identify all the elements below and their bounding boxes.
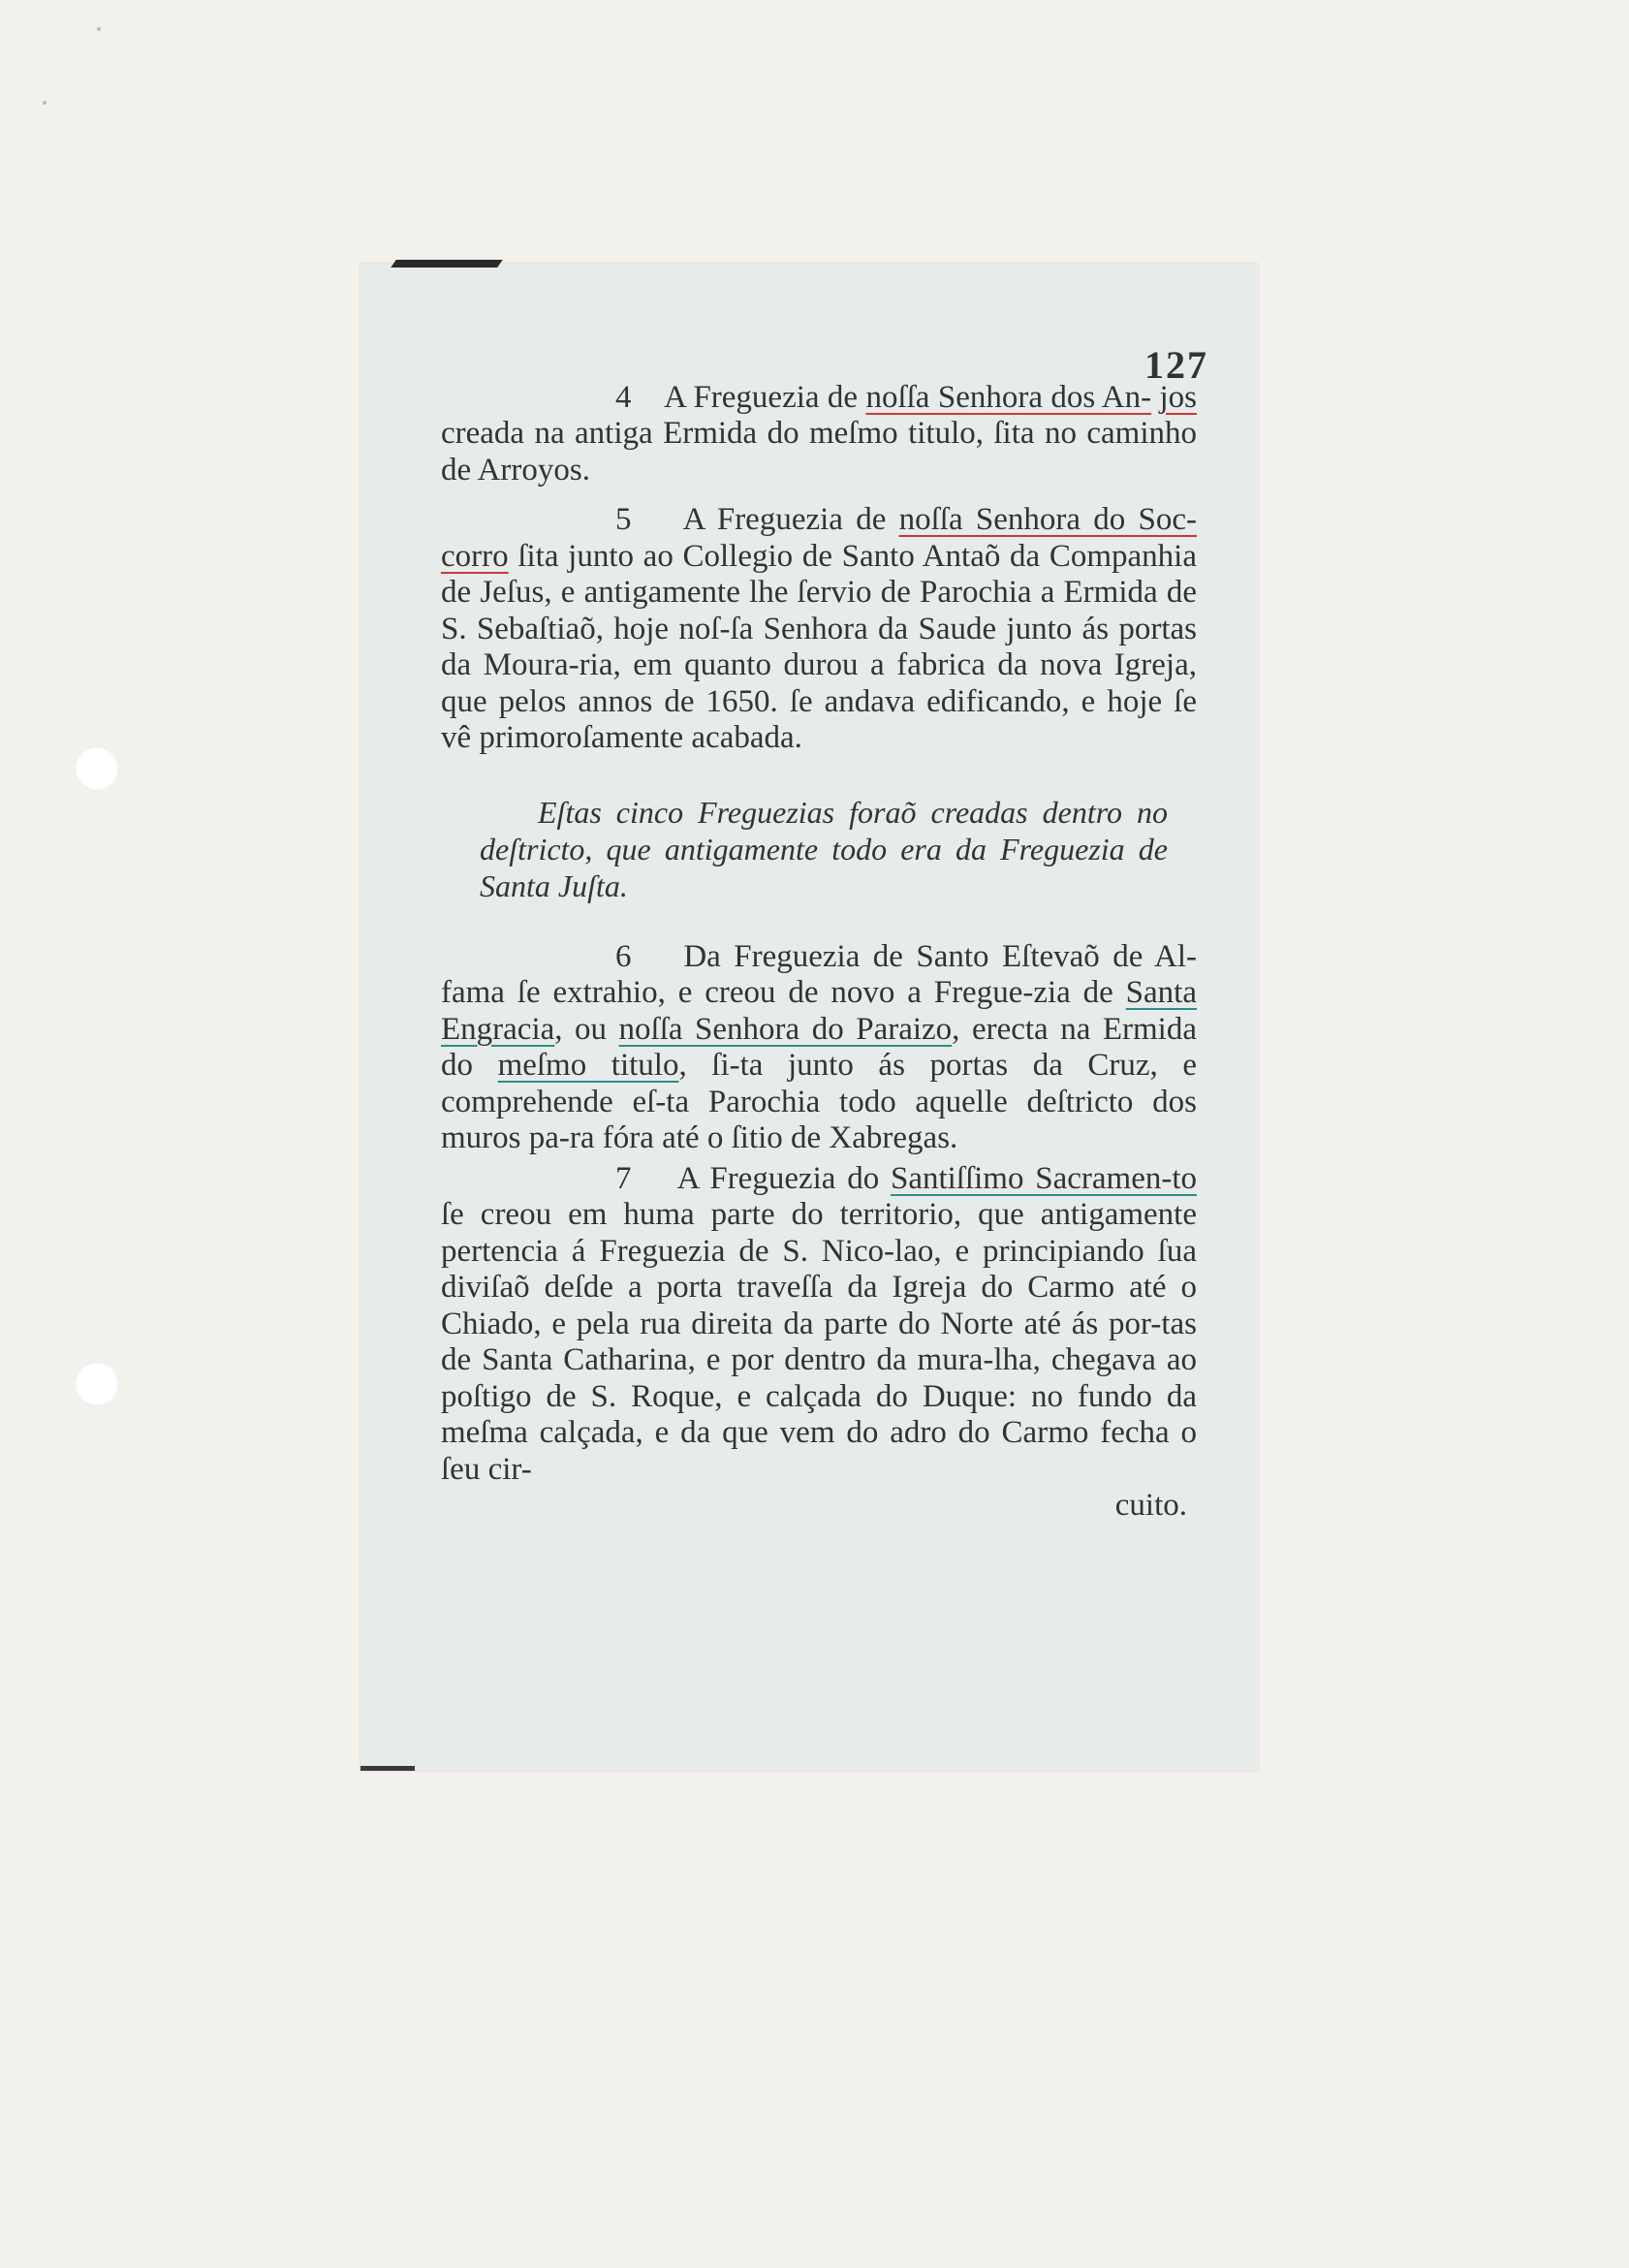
underlined-text: Santiſſimo Sacramen-to bbox=[890, 1160, 1197, 1196]
paragraph-number: 6 bbox=[615, 938, 632, 974]
text: A Freguezia do bbox=[676, 1160, 891, 1196]
punch-hole-top bbox=[75, 746, 119, 791]
italic-note: Eſtas cinco Freguezias foraõ creadas dentro no deſtricto, que antigamente todo era da Freguezia de Santa Juſta. bbox=[480, 794, 1168, 903]
text: , ou bbox=[554, 1011, 619, 1047]
underlined-text: noſſa Senhora do Soc- bbox=[898, 502, 1198, 537]
punch-hole-bottom bbox=[75, 1362, 119, 1406]
text: Da Freguezia de Santo Eſtevaõ de Al-fama ſe extrahio, e creou de novo a Fregue-zia de bbox=[441, 938, 1198, 1010]
page-number: 127 bbox=[1144, 343, 1208, 387]
text: , ſi-ta junto ás portas da Cruz, e comprehende eſ-ta Parochia todo aquelle deſtricto dos muros pa-ra fóra até o ſitio de Xabregas. bbox=[441, 1048, 1198, 1155]
paragraph-5 bbox=[441, 502, 1197, 757]
underlined-text: Santa Engracia bbox=[441, 975, 1197, 1047]
page-text bbox=[441, 343, 1208, 1525]
paragraph-number: 4 bbox=[615, 379, 632, 415]
print-edge-bottom bbox=[360, 1766, 415, 1771]
underlined-text: corro bbox=[441, 538, 509, 574]
paragraph-7 bbox=[441, 1161, 1197, 1489]
last-word: cuito. bbox=[1114, 1488, 1187, 1523]
underlined-text: meſmo titulo bbox=[497, 1048, 679, 1083]
print-edge-top bbox=[391, 260, 503, 268]
paragraph-6 bbox=[441, 939, 1197, 1157]
text: ſe creou em huma parte do territorio, que antigamente pertencia á Freguezia de S. Nico-lao, e principiando ſua diviſaõ deſde a porta traveſſa da Igreja do Carmo até o Chiado, e pela rua direita da parte do Norte até ás por-tas de Santa Catharina, e por dentro da mura-lha, chegava ao poſtigo de S. Roque, e calçada do Duque: no fundo da meſma calçada, e da que vem do adro do Carmo fecha o ſeu cir- bbox=[441, 1197, 1197, 1487]
text: A Freguezia de bbox=[682, 502, 899, 537]
paragraph-4 bbox=[441, 380, 1197, 489]
text: , erecta na Ermida do bbox=[441, 1011, 1197, 1083]
text: A Freguezia de bbox=[664, 379, 866, 415]
paragraph-number: 7 bbox=[615, 1160, 632, 1196]
text: ſita junto ao Collegio de Santo Antaõ da Companhia de Jeſus, e antigamente lhe ſervio de Parochia a Ermida de S. Sebaſtiaõ, hoje noſ-ſa Senhora da Saude junto ás portas da Moura-ria, em quanto durou a fabrica da nova Igreja, que pelos annos de 1650. ſe andava edificando, e hoje ſe vê primoroſamente acabada. bbox=[441, 538, 1197, 755]
paper-speck bbox=[97, 27, 101, 31]
underlined-text: noſſa Senhora do Paraizo bbox=[618, 1011, 953, 1047]
text: creada na antiga Ermida do meſmo titulo, ſita no caminho de Arroyos. bbox=[441, 416, 1197, 488]
paper-speck bbox=[43, 101, 47, 105]
underlined-text: jos bbox=[1159, 379, 1197, 415]
underlined-text: noſſa Senhora dos An- bbox=[865, 379, 1152, 415]
paragraph-number: 5 bbox=[615, 502, 632, 537]
